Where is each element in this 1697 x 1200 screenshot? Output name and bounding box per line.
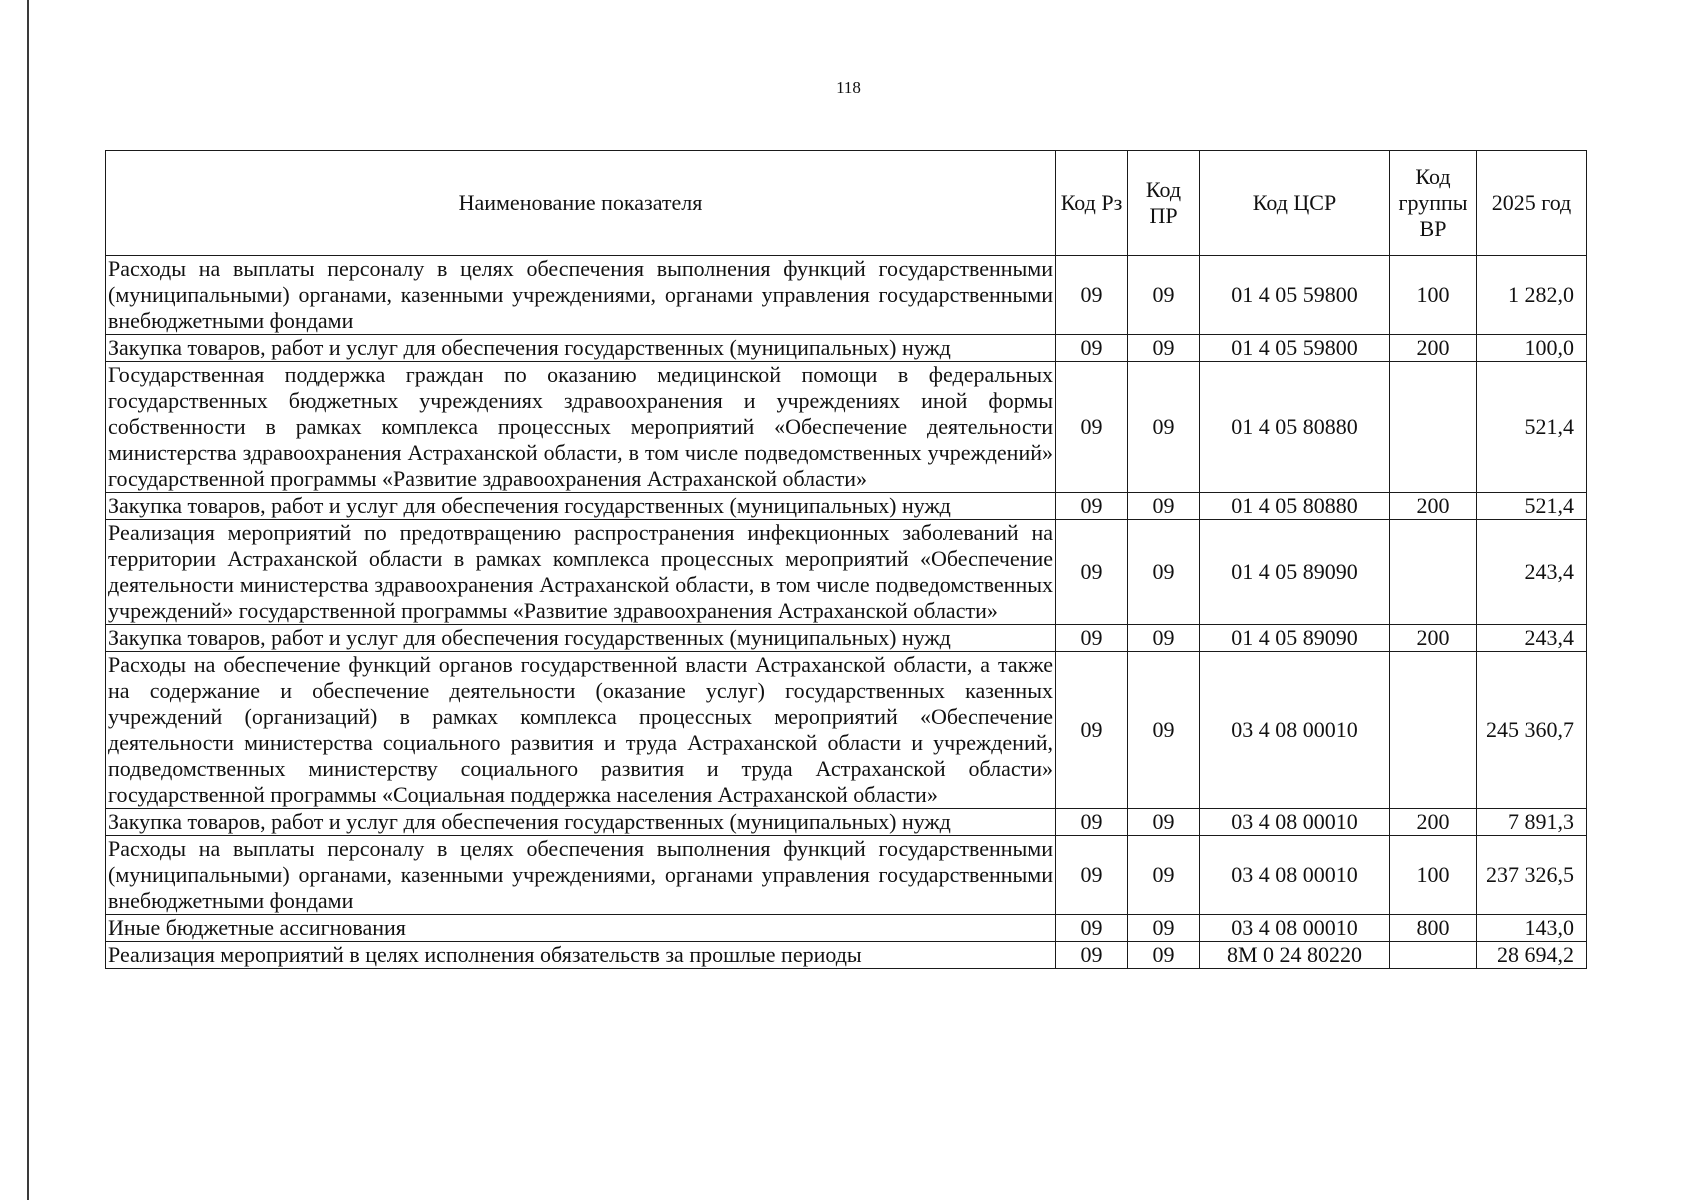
row-csr: 01 4 05 89090 <box>1200 625 1390 652</box>
row-name: Закупка товаров, работ и услуг для обеспечения государственных (муниципальных) нужд <box>106 809 1056 836</box>
row-rz: 09 <box>1056 256 1128 335</box>
row-amount: 237 326,5 <box>1477 836 1587 915</box>
row-name: Расходы на обеспечение функций органов государственной власти Астраханской области, а также на содержание и обеспечение деятельности (оказание услуг) государственных казенных учреждений (организаций) в рамках комплекса процессных мероприятий «Обеспечение деятельности министерства социального развития и труда Астраханской области и учреждений, подведомственных министерству социального развития и труда Астраханской области» государственной программы «Социальная поддержка населения Астраханской области» <box>106 652 1056 809</box>
row-rz: 09 <box>1056 836 1128 915</box>
row-name: Иные бюджетные ассигнования <box>106 915 1056 942</box>
row-vr <box>1390 942 1477 969</box>
header-name: Наименование показателя <box>106 151 1056 256</box>
row-rz: 09 <box>1056 362 1128 493</box>
row-vr: 800 <box>1390 915 1477 942</box>
row-rz: 09 <box>1056 652 1128 809</box>
row-rz: 09 <box>1056 493 1128 520</box>
row-rz: 09 <box>1056 915 1128 942</box>
table-row <box>106 942 1587 969</box>
row-amount: 100,0 <box>1477 335 1587 362</box>
row-vr: 200 <box>1390 625 1477 652</box>
table-row <box>106 362 1587 493</box>
row-pr: 09 <box>1128 362 1200 493</box>
row-vr <box>1390 652 1477 809</box>
row-amount: 143,0 <box>1477 915 1587 942</box>
row-vr: 200 <box>1390 809 1477 836</box>
table-row <box>106 493 1587 520</box>
row-amount: 7 891,3 <box>1477 809 1587 836</box>
table-row <box>106 915 1587 942</box>
table-row <box>106 520 1587 625</box>
row-name: Реализация мероприятий в целях исполнения обязательств за прошлые периоды <box>106 942 1056 969</box>
row-name: Закупка товаров, работ и услуг для обеспечения государственных (муниципальных) нужд <box>106 493 1056 520</box>
table-row <box>106 335 1587 362</box>
budget-table <box>105 150 1587 969</box>
row-pr: 09 <box>1128 335 1200 362</box>
header-pr: Код ПР <box>1128 151 1200 256</box>
row-csr: 03 4 08 00010 <box>1200 652 1390 809</box>
row-amount: 521,4 <box>1477 362 1587 493</box>
row-amount: 521,4 <box>1477 493 1587 520</box>
row-name: Государственная поддержка граждан по оказанию медицинской помощи в федеральных государственных бюджетных учреждениях здравоохранения и учреждениях иной формы собственности в рамках комплекса процессных мероприятий «Обеспечение деятельности министерства здравоохранения Астраханской области, в том числе подведомственных учреждений» государственной программы «Развитие здравоохранения Астраханской области» <box>106 362 1056 493</box>
header-vr: Код группы ВР <box>1390 151 1477 256</box>
row-csr: 8М 0 24 80220 <box>1200 942 1390 969</box>
row-amount: 243,4 <box>1477 625 1587 652</box>
row-pr: 09 <box>1128 520 1200 625</box>
row-csr: 01 4 05 59800 <box>1200 256 1390 335</box>
row-vr: 200 <box>1390 493 1477 520</box>
row-csr: 03 4 08 00010 <box>1200 915 1390 942</box>
row-pr: 09 <box>1128 836 1200 915</box>
table-row <box>106 652 1587 809</box>
row-pr: 09 <box>1128 915 1200 942</box>
table-row <box>106 625 1587 652</box>
row-rz: 09 <box>1056 335 1128 362</box>
table-header-row <box>106 151 1587 256</box>
table-row <box>106 809 1587 836</box>
row-rz: 09 <box>1056 520 1128 625</box>
row-pr: 09 <box>1128 625 1200 652</box>
row-csr: 01 4 05 80880 <box>1200 362 1390 493</box>
header-rz: Код Рз <box>1056 151 1128 256</box>
row-amount: 28 694,2 <box>1477 942 1587 969</box>
table-row <box>106 836 1587 915</box>
row-csr: 01 4 05 89090 <box>1200 520 1390 625</box>
row-vr: 100 <box>1390 836 1477 915</box>
row-csr: 03 4 08 00010 <box>1200 836 1390 915</box>
row-rz: 09 <box>1056 942 1128 969</box>
row-rz: 09 <box>1056 809 1128 836</box>
row-pr: 09 <box>1128 809 1200 836</box>
header-year: 2025 год <box>1477 151 1587 256</box>
row-csr: 01 4 05 80880 <box>1200 493 1390 520</box>
table-row <box>106 256 1587 335</box>
row-vr <box>1390 520 1477 625</box>
row-pr: 09 <box>1128 493 1200 520</box>
header-csr: Код ЦСР <box>1200 151 1390 256</box>
row-name: Расходы на выплаты персоналу в целях обеспечения выполнения функций государственными (муниципальными) органами, казенными учреждениями, органами управления государственными внебюджетными фондами <box>106 256 1056 335</box>
row-vr: 100 <box>1390 256 1477 335</box>
row-amount: 1 282,0 <box>1477 256 1587 335</box>
binding-margin-line <box>27 0 29 1200</box>
row-vr: 200 <box>1390 335 1477 362</box>
row-name: Закупка товаров, работ и услуг для обеспечения государственных (муниципальных) нужд <box>106 625 1056 652</box>
row-name: Реализация мероприятий по предотвращению распространения инфекционных заболеваний на территории Астраханской области в рамках комплекса процессных мероприятий «Обеспечение деятельности министерства здравоохранения Астраханской области, в том числе подведомственных учреждений» государственной программы «Развитие здравоохранения Астраханской области» <box>106 520 1056 625</box>
row-vr <box>1390 362 1477 493</box>
row-pr: 09 <box>1128 652 1200 809</box>
row-amount: 245 360,7 <box>1477 652 1587 809</box>
row-name: Расходы на выплаты персоналу в целях обеспечения выполнения функций государственными (муниципальными) органами, казенными учреждениями, органами управления государственными внебюджетными фондами <box>106 836 1056 915</box>
row-csr: 01 4 05 59800 <box>1200 335 1390 362</box>
row-name: Закупка товаров, работ и услуг для обеспечения государственных (муниципальных) нужд <box>106 335 1056 362</box>
row-pr: 09 <box>1128 256 1200 335</box>
row-csr: 03 4 08 00010 <box>1200 809 1390 836</box>
page-number: 118 <box>836 78 861 97</box>
row-pr: 09 <box>1128 942 1200 969</box>
row-rz: 09 <box>1056 625 1128 652</box>
row-amount: 243,4 <box>1477 520 1587 625</box>
